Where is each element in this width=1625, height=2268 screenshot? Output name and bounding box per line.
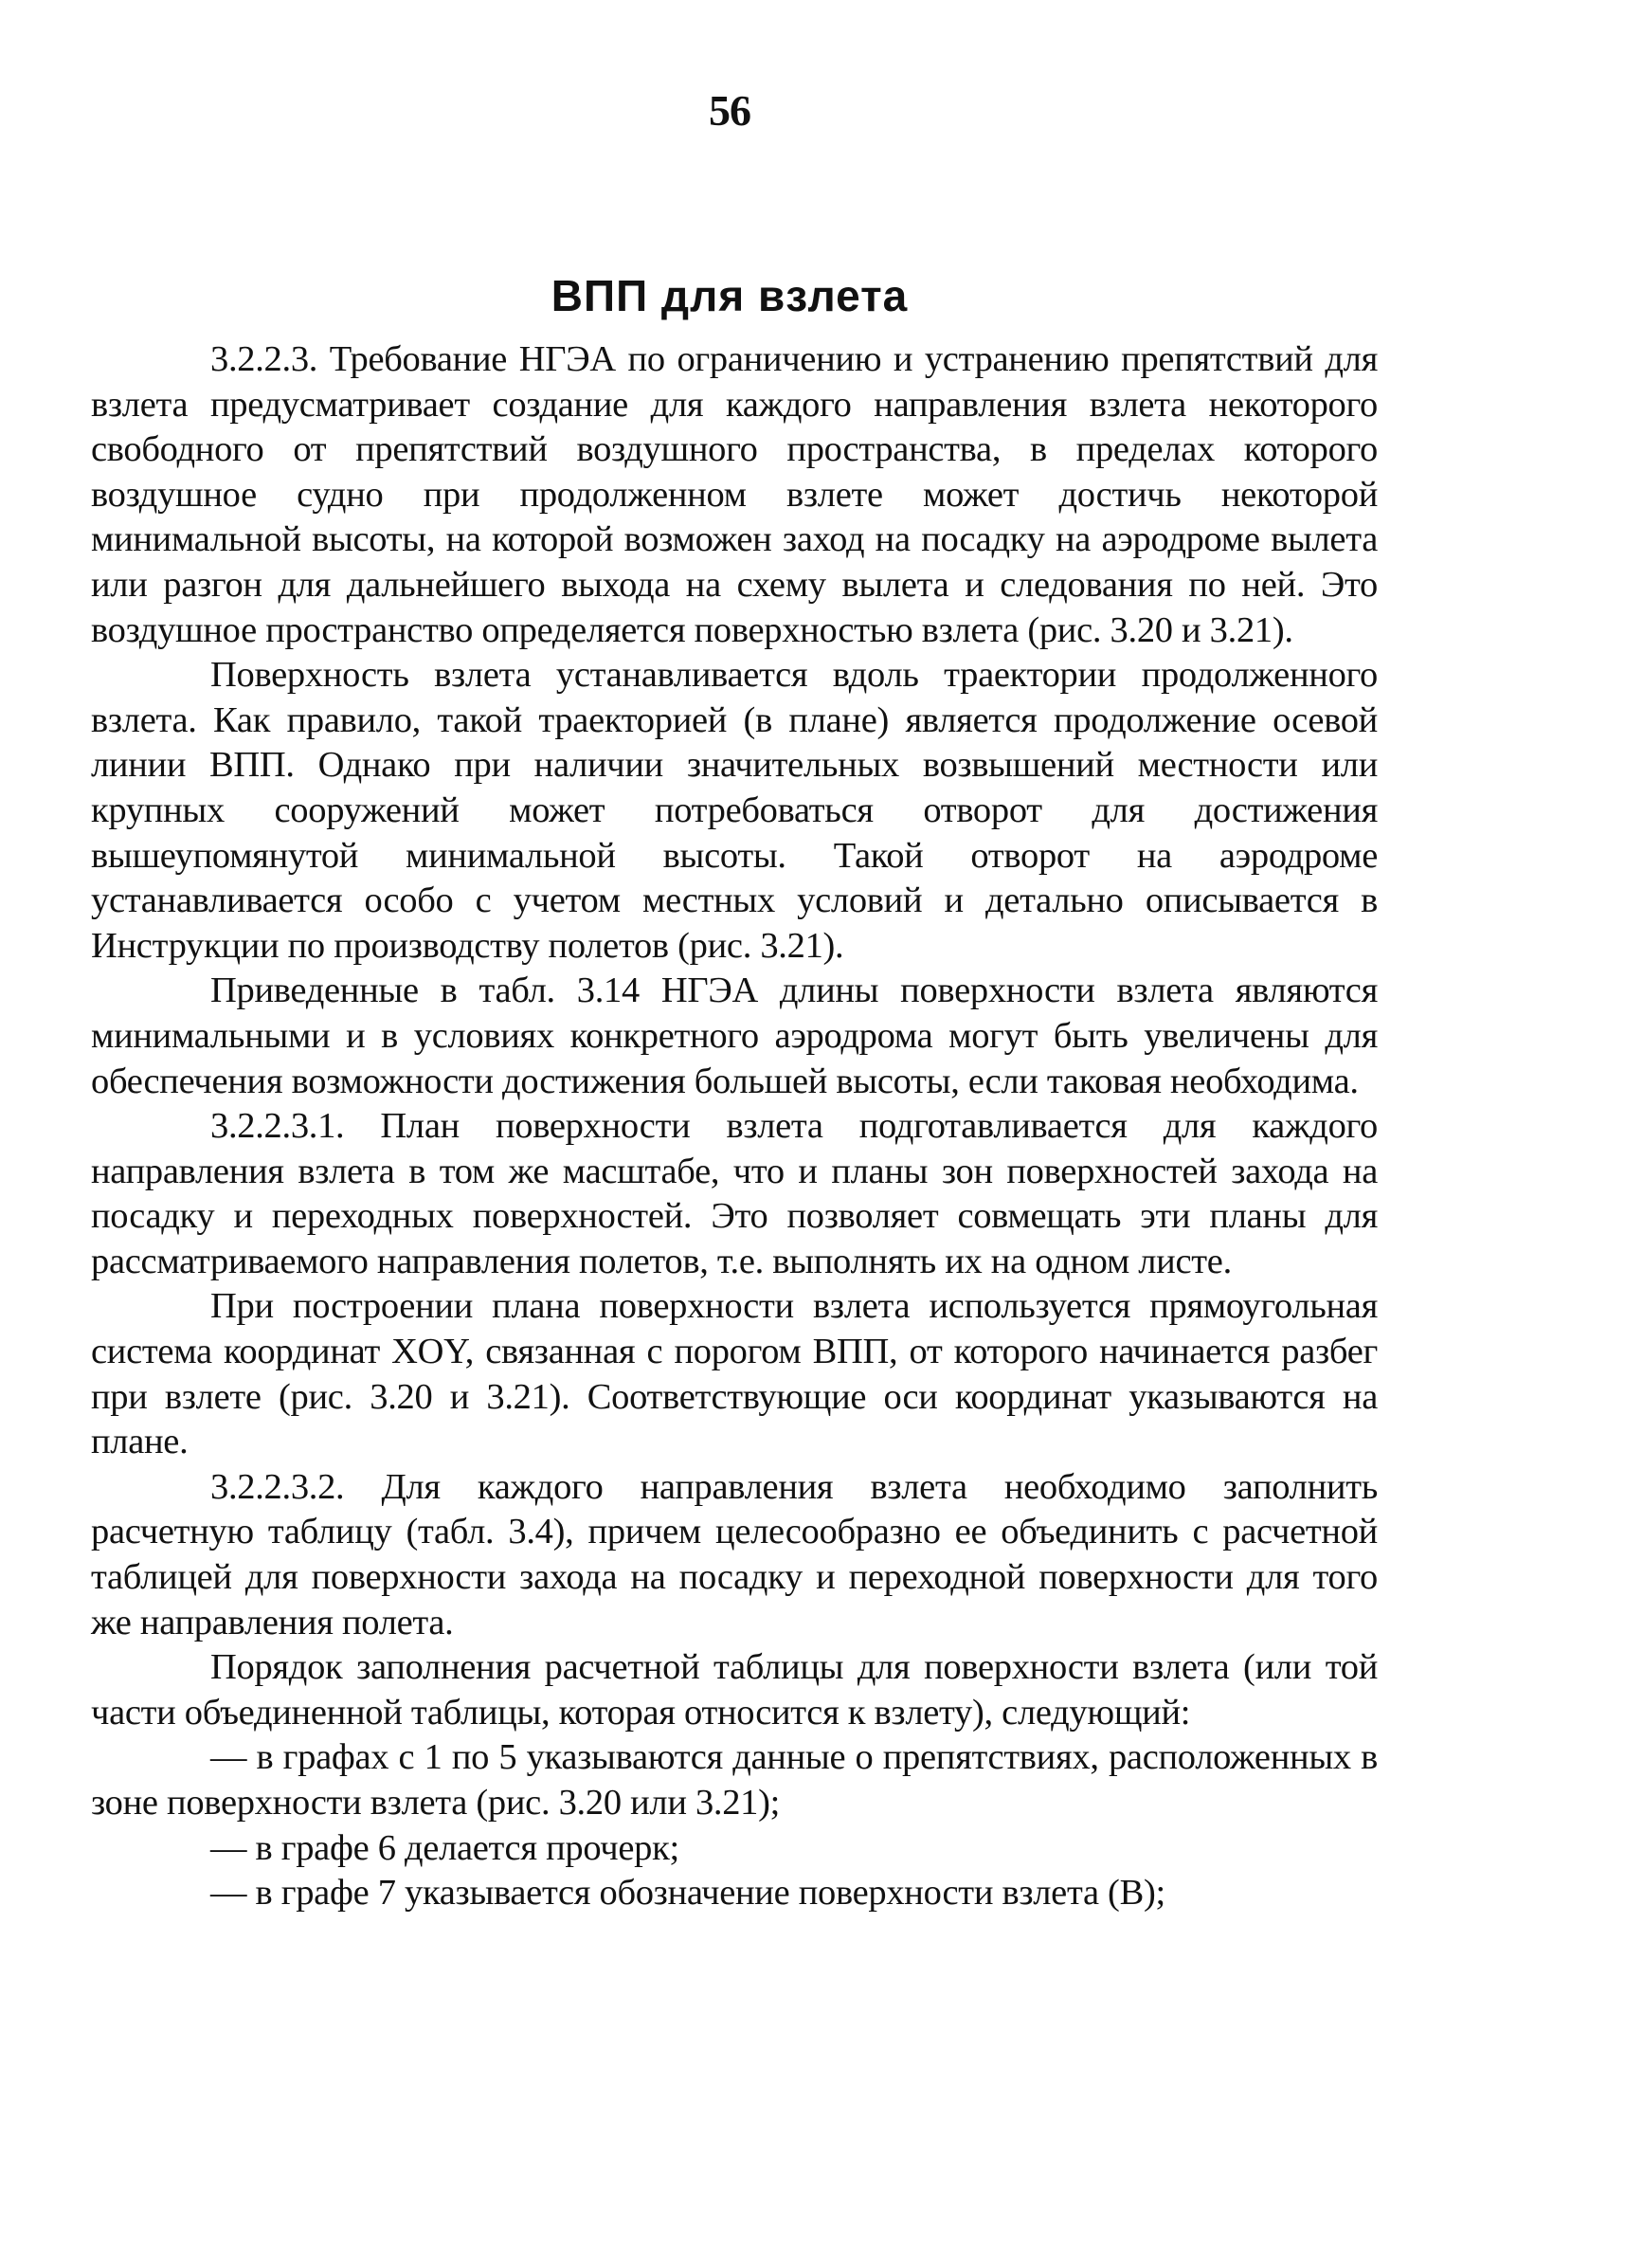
body-text xyxy=(91,337,1378,1916)
paragraph-3-2-2-3-1: 3.2.2.3.1. План поверхности взлета подготавливается для каждого направления взлета в том же масштабе, что и планы зон поверхностей захода на посадку и переходных поверхностей. Это позволяет совмещать эти планы для рассматриваемого направления полетов, т.е. выполнять их на одном листе. xyxy=(91,1106,1378,1281)
list-item-column-6: — в графе 6 делается прочерк; xyxy=(210,1827,679,1868)
list-item-columns-1-5: — в графах с 1 по 5 указываются данные о препятствиях, расположенных в зоне поверхности взлета (рис. 3.20 или 3.21); xyxy=(91,1737,1378,1823)
paragraph-3-2-2-3-2: 3.2.2.3.2. Для каждого направления взлета необходимо заполнить расчетную таблицу (табл. 3.4), причем целесообразно ее объединить с расчетной таблицей для поверхности захода на посадку и переходной поверхности для того же направления полета. xyxy=(91,1466,1378,1642)
section-title: ВПП для взлета xyxy=(551,271,909,320)
list-item-column-7: — в графе 7 указывается обозначение поверхности взлета (B); xyxy=(210,1873,1165,1914)
page-number: 56 xyxy=(709,86,750,135)
paragraph-surface-trajectory: Поверхность взлета устанавливается вдоль траектории продолженного взлета. Как правило, такой траекторией (в плане) является продолжение осевой линии ВПП. Однако при наличии значительных возвышений местности или крупных сооружений может потребоваться отворот для достижения вышеупомянутой минимальной высоты. Такой отворот на аэродроме устанавливается особо с учетом местных условий и детально описывается в Инструкции по производству полетов (рис. 3.21). xyxy=(91,655,1378,966)
paragraph-surface-lengths: Приведенные в табл. 3.14 НГЭА длины поверхности взлета являются минимальными и в условиях конкретного аэродрома могут быть увеличены для обеспечения возможности достижения большей высоты, если таковая необходима. xyxy=(91,971,1378,1101)
paragraph-table-procedure: Порядок заполнения расчетной таблицы для поверхности взлета (или той части объединенной таблицы, которая относится к взлету), следующий: xyxy=(91,1647,1378,1733)
paragraph-coordinate-system: При построении плана поверхности взлета используется прямоугольная система координат XOY, связанная с порогом ВПП, от которого начинается разбег при взлете (рис. 3.20 и 3.21). Соответствующие оси координат указываются на плане. xyxy=(91,1286,1378,1462)
paragraph-3-2-2-3: 3.2.2.3. Требование НГЭА по ограничению и устранению препятствий для взлета предусматривает создание для каждого направления взлета некоторого свободного от препятствий воздушного пространства, в пределах которого воздушное судно при продолженном взлете может достичь некоторой минимальной высоты, на которой возможен заход на посадку на аэродроме вылета или разгон для дальнейшего выхода на схему вылета и следования по ней. Это воздушное пространство определяется поверхностью взлета (рис. 3.20 и 3.21). xyxy=(91,339,1378,650)
